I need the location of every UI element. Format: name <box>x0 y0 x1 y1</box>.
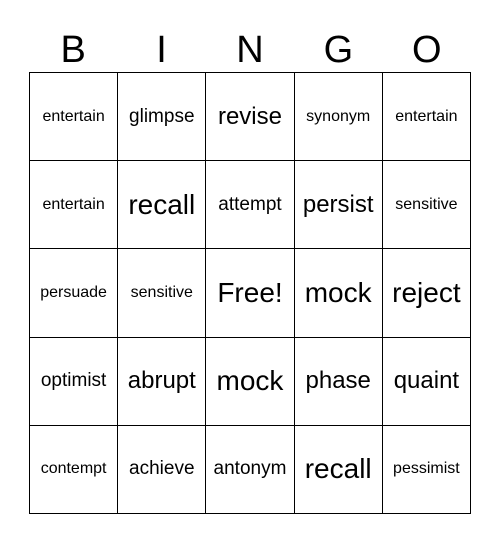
bingo-cell-4-5[interactable]: quaint <box>383 338 471 426</box>
bingo-header <box>29 28 471 72</box>
bingo-cell-1-4[interactable]: synonym <box>295 73 383 161</box>
bingo-cell-3-5[interactable]: reject <box>383 249 471 337</box>
header-letter-b: B <box>60 29 86 71</box>
bingo-cell-2-3[interactable]: attempt <box>206 161 294 249</box>
header-letter-o: O <box>411 29 442 71</box>
bingo-cell-1-5[interactable]: entertain <box>383 73 471 161</box>
bingo-cell-2-1[interactable]: entertain <box>30 161 118 249</box>
bingo-cell-5-4[interactable]: recall <box>295 426 383 514</box>
bingo-cell-2-4[interactable]: persist <box>295 161 383 249</box>
bingo-cell-4-3[interactable]: mock <box>206 338 294 426</box>
bingo-cell-1-1[interactable]: entertain <box>30 73 118 161</box>
bingo-cell-3-2[interactable]: sensitive <box>118 249 206 337</box>
bingo-cell-5-2[interactable]: achieve <box>118 426 206 514</box>
bingo-board <box>29 72 471 514</box>
header-letter-i: I <box>156 29 167 71</box>
bingo-cell-4-1[interactable]: optimist <box>30 338 118 426</box>
bingo-cell-4-4[interactable]: phase <box>295 338 383 426</box>
header-letter-n: N <box>236 29 264 71</box>
bingo-cell-3-1[interactable]: persuade <box>30 249 118 337</box>
bingo-cell-3-4[interactable]: mock <box>295 249 383 337</box>
header-letter-g: G <box>323 29 354 71</box>
bingo-cell-5-1[interactable]: contempt <box>30 426 118 514</box>
bingo-cell-2-2[interactable]: recall <box>118 161 206 249</box>
bingo-cell-5-5[interactable]: pessimist <box>383 426 471 514</box>
bingo-cell-1-3[interactable]: revise <box>206 73 294 161</box>
bingo-cell-3-3-free[interactable]: Free! <box>206 249 294 337</box>
bingo-cell-4-2[interactable]: abrupt <box>118 338 206 426</box>
bingo-cell-5-3[interactable]: antonym <box>206 426 294 514</box>
bingo-cell-1-2[interactable]: glimpse <box>118 73 206 161</box>
bingo-cell-2-5[interactable]: sensitive <box>383 161 471 249</box>
